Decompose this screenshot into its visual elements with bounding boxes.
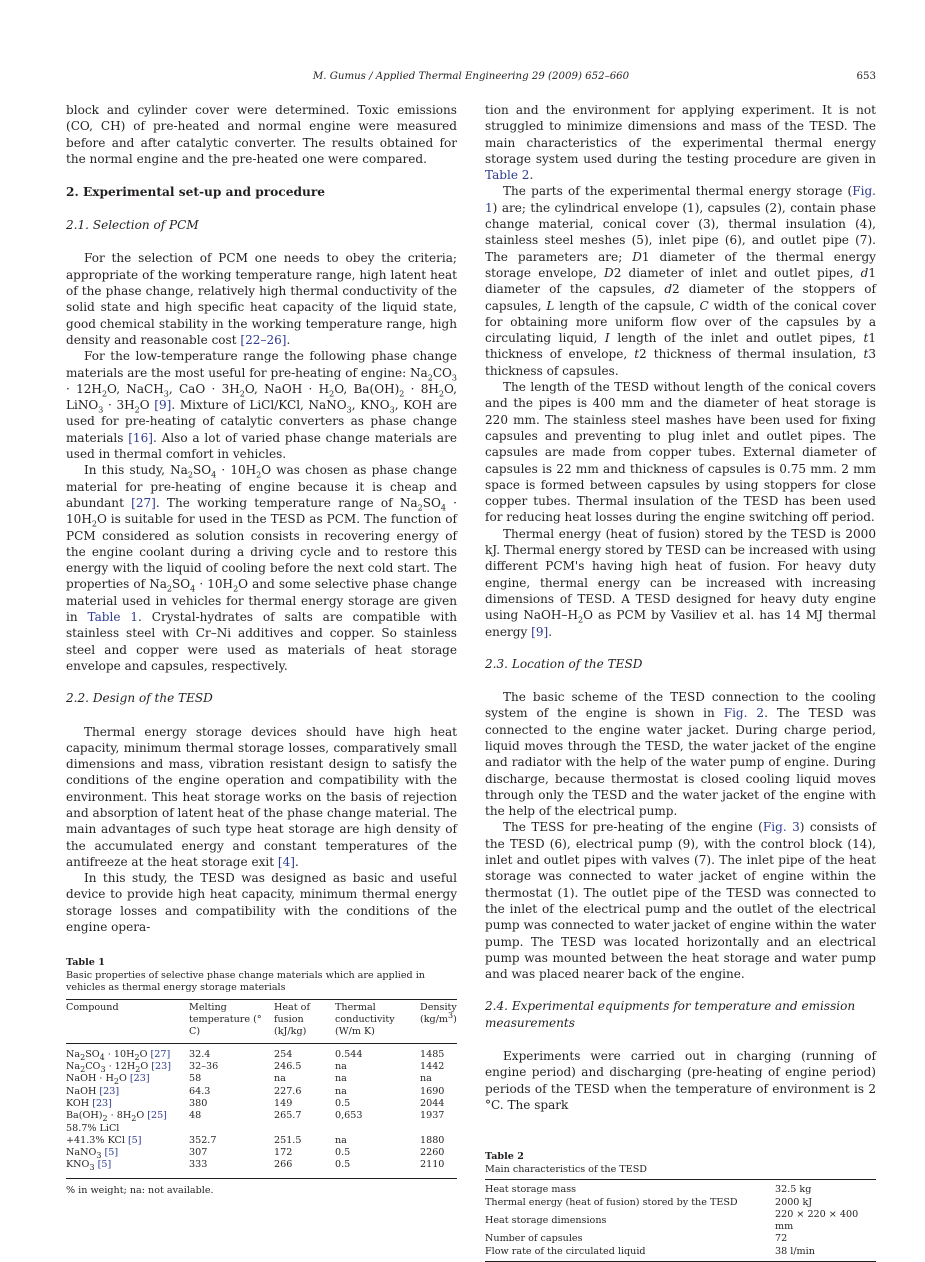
paragraph: tion and the environment for applying experiment. It is not struggled to minimize dimensions and mass of the TESD. The main characteristics of the experimental thermal energy storage system used during the testing procedure are given in Table 2. [485, 103, 876, 183]
table-1-footnote: % in weight; na: not available. [66, 1184, 214, 1196]
cell: 2044 [420, 1097, 445, 1109]
cell: 246.5 [274, 1061, 302, 1073]
cell: 172 [274, 1147, 293, 1159]
column-header: Density $(kg/m^3)$ [420, 999, 457, 1043]
table-row [66, 1061, 457, 1073]
subsection-heading: 2.3. Location of the TESD [485, 656, 643, 671]
cell: 1485 [420, 1048, 445, 1060]
compound-cell: $KNO_3$ [5] [66, 1159, 189, 1178]
column-header: Compound [66, 999, 189, 1043]
compound-cell: NaNO$_3$ [5] [66, 1147, 119, 1161]
citation-link[interactable]: [27] [131, 495, 156, 510]
cell: 0.544 [335, 1048, 363, 1060]
cell: na [274, 1073, 286, 1085]
subsection-heading: 2.4. Experimental equipments for temperature and emission measurements [485, 999, 856, 1030]
table-link[interactable]: Table 1 [87, 610, 139, 625]
citation-link[interactable]: [9] [154, 398, 172, 413]
cell: 380 [189, 1097, 208, 1109]
compound-cell: $Ba(OH)_2 \cdot 8H_2O$ [25] [66, 1110, 167, 1124]
cell: 2260 [420, 1147, 445, 1159]
compound-cell: KOH [23] [66, 1097, 112, 1109]
cell: na [335, 1134, 347, 1146]
section-heading: 2. Experimental set-up and procedure [66, 185, 326, 200]
table-row [66, 1159, 457, 1178]
table-2-caption: Main characteristics of the TESD [485, 1163, 647, 1175]
paragraph: Thermal energy storage devices should have high heat capacity, minimum thermal storage losses, comparatively small dimensions and mass, vibration resistant design to satisfy the conditions of the engine operation and compatibility with the environment. This heat storage works on the basis of rejection and absorption of latent heat of the phase change material. The main advantages of such type heat storage are high density of the accumulated energy and constant temperatures of the antifreeze at the heat storage exit [4]. [66, 724, 457, 869]
column-header: Heat of fusion (kJ/kg) [274, 999, 335, 1043]
paragraph: The TESS for pre-heating of the engine (Fig. 3) consists of the TESD (6), electrical pump (9), with the control block (14), inlet and outlet pipes with valves (7). The inlet pipe of the heat storage was connected to water jacket of engine within the thermostat (1). The outlet pipe of the TESD was connected to the inlet of the electrical pump and the outlet of the electrical pump was connected to water jacket of engine within the water pump. The TESD was located horizontally and an electrical pump was mounted between the heat storage and water pump and was placed nearer back of the engine. [485, 820, 876, 982]
table-2 [485, 1179, 876, 1262]
column-header: Thermal conductivity (W/m K) [335, 999, 420, 1043]
cell: Flow rate of the circulated liquid [485, 1246, 775, 1262]
citation-link[interactable]: [9] [531, 624, 549, 639]
table-row [485, 1209, 876, 1234]
cell: 64.3 [189, 1085, 211, 1097]
table-row [66, 1043, 457, 1061]
cell: 0,653 [335, 1110, 363, 1122]
cell: 1690 [420, 1085, 445, 1097]
compound-cell: 58.7% LiCl [66, 1122, 120, 1134]
compound-cell: NaOH · $H_2O$ [23] [66, 1073, 150, 1087]
paragraph: The parts of the experimental thermal energy storage (Fig. 1) are; the cylindrical envelope (1), capsules (2), contain phase change material, conical cover (3), thermal insulation (4), stainless steel meshes (5), inlet pipe (6), and outlet pipe (7). The parameters are; D1 diameter of the thermal energy storage envelope, D2 diameter of inlet and outlet pipes, d1 diameter of the capsules, d2 diameter of the stoppers of capsules, L length of the capsule, C width of the conical cover for obtaining more uniform flow over of the capsules by a circulating liquid, I length of the inlet and outlet pipes, t1 thickness of envelope, t2 thickness of thermal insulation, t3 thickness of capsules. [485, 184, 876, 378]
cell: 2000 kJ [775, 1196, 813, 1208]
table-link[interactable]: Table 2 [485, 168, 530, 183]
figure-link[interactable]: Fig. 1 [485, 184, 876, 215]
cell: 38 l/min [775, 1246, 876, 1262]
cell: 333 [189, 1159, 274, 1178]
cell: 251.5 [274, 1134, 302, 1146]
column-header: Melting temperature (° C) [189, 999, 274, 1043]
cell: 2110 [420, 1159, 457, 1178]
paragraph: Experiments were carried out in charging (running of engine period) and discharging (pre-heating of engine period) periods of the TESD when the temperature of environment is 2 °C. The spark [485, 1049, 876, 1112]
cell: 58 [189, 1073, 202, 1085]
paragraph: For the selection of PCM one needs to obey the criteria; appropriate of the working temperature range, high latent heat of the phase change, relatively high thermal conductivity of the solid state and high specific heat capacity of the liquid state, good chemical stability in the working temperature range, high density and reasonable cost [22–26]. [66, 251, 457, 347]
cell: 307 [189, 1147, 208, 1159]
table-header-row [66, 999, 457, 1043]
compound-cell: $Na_2CO_3 \cdot 12H_2O$ [23] [66, 1061, 171, 1074]
cell: na [335, 1085, 347, 1097]
cell: 352.7 [189, 1134, 217, 1146]
cell: 0.5 [335, 1097, 351, 1109]
cell: na [335, 1073, 347, 1085]
cell: 72 [775, 1233, 788, 1245]
cell: 32.5 kg [775, 1180, 876, 1197]
table-2-label: Table 2 [485, 1151, 524, 1163]
cell: 227.6 [274, 1085, 302, 1097]
cell: Number of capsules [485, 1233, 583, 1245]
citation-link[interactable]: [16] [128, 430, 153, 445]
compound-cell: +41.3% KCl [5] [66, 1134, 142, 1146]
running-header [66, 71, 876, 87]
paragraph: The basic scheme of the TESD connection to the cooling system of the engine is shown in Fig. 2. The TESD was connected to the engine water jacket. During charge period, liquid moves through the TESD, the water jacket of the engine and radiator with the help of the water pump of engine. During discharge, because thermostat is closed cooling liquid moves through only the TESD and the water jacket of the engine with the help of the electrical pump. [485, 690, 876, 819]
cell: 0.5 [335, 1159, 420, 1178]
figure-link[interactable]: Fig. 2 [723, 706, 765, 721]
table-row [66, 1073, 457, 1085]
cell: 266 [274, 1159, 335, 1178]
paragraph: block and cylinder cover were determined. Toxic emissions (CO, CH) of pre-heated and normal engine were measured before and after catalytic converter. The results obtained for the normal engine and the pre-heated one were compared. [66, 103, 457, 166]
cell: 1880 [420, 1134, 445, 1146]
cell: Heat storage mass [485, 1180, 775, 1197]
table-row [66, 1135, 457, 1147]
table-row [66, 1098, 457, 1110]
cell: 254 [274, 1048, 293, 1060]
table-1-caption: Basic properties of selective phase change materials which are applied in vehicles as thermal energy storage materials [66, 969, 425, 994]
paragraph: The length of the TESD without length of the conical covers and the pipes is 400 mm and the diameter of heat storage is 220 mm. The stainless steel mashes have been used for fixing capsules and preventing to plug inlet and outlet pipes. The capsules are made from copper tubes. External diameter of capsules is 22 mm and thickness of capsules is 0.75 mm. 2 mm space is formed between capsules by using stoppers for close copper tubes. Thermal insulation of the TESD has been used for reducing heat losses during the engine switching off period. [485, 380, 876, 525]
table-1-label: Table 1 [66, 957, 105, 969]
citation-link[interactable]: [4] [277, 854, 295, 869]
journal-citation: M. Gumus / Applied Thermal Engineering 29 (2009) 652–660 [312, 71, 630, 82]
citation-link[interactable]: [22–26] [240, 332, 287, 347]
paragraph: For the low-temperature range the following phase change materials are the most useful for pre-heating of engine: $Na_2CO_3 \cdot 12H_2O$, NaCH$_3$, CaO · $3H_2O$, NaOH · $H_2O$, $Ba(OH)_2 \cdot 8H_2O$, LiNO$_3$ · $3H_2O$ [9]. Mixture of LiCl/KCl, NaNO$_3$, $KNO_3$, KOH are used for pre-heating of catalytic converters as phase change materials [16]. Also a lot of varied phase change materials are used in thermal comfort in vehicles. [66, 349, 458, 462]
cell: 265.7 [274, 1110, 302, 1122]
cell: Thermal energy (heat of fusion) stored by the TESD [485, 1196, 738, 1208]
cell: Heat storage dimensions [485, 1214, 607, 1226]
cell: 220 × 220 × 400 mm [775, 1208, 859, 1233]
table-row [485, 1246, 876, 1262]
compound-cell: NaOH [23] [66, 1085, 120, 1097]
compound-cell: $Na_2SO_4 \cdot 10H_2O$ [27] [66, 1048, 171, 1062]
cell: 48 [189, 1110, 202, 1122]
cell: 1937 [420, 1110, 445, 1122]
paragraph: In this study, $Na_2SO_4 \cdot 10H_2O$ was chosen as phase change material for pre-heating of engine because it is cheap and abundant [27]. The working temperature range of $Na_2SO_4 \cdot 10H_2O$ is suitable for used in the TESD as PCM. The function of PCM considered as solution consists in recovering energy of the engine coolant during a driving cycle and to restore this energy with the liquid of cooling before the next cold start. The properties of $Na_2SO_4 \cdot 10H_2O$ and some selective phase change material used in vehicles for thermal energy storage are given in Table 1. Crystal-hydrates of salts are compatible with stainless steel with Cr–Ni additives and copper. So stainless steel and copper were used as materials of heat storage envelope and capsules, respectively. [66, 463, 457, 673]
subsection-heading: 2.2. Design of the TESD [66, 691, 213, 706]
table-row [485, 1197, 876, 1209]
table-row [66, 1086, 457, 1098]
cell: 32.4 [189, 1048, 211, 1060]
subsection-heading: 2.1. Selection of PCM [66, 218, 199, 233]
table-row [66, 1147, 457, 1159]
cell: na [420, 1073, 432, 1085]
cell: 32–36 [189, 1061, 219, 1073]
table-1 [66, 999, 457, 1179]
paragraph: Thermal energy (heat of fusion) stored by the TESD is 2000 kJ. Thermal energy stored by TESD can be increased with using different PCM's having high heat of fusion. For heavy duty engine, thermal energy can be increased with increasing dimensions of TESD. A TESD designed for heavy duty engine using NaOH–$H_2O$ as PCM by Vasiliev et al. has 14 MJ thermal energy [9]. [485, 526, 876, 639]
table-row [485, 1233, 876, 1245]
table-row [66, 1123, 457, 1135]
cell: na [335, 1061, 347, 1073]
right-column [485, 102, 876, 1262]
paragraph: In this study, the TESD was designed as basic and useful device to provide high heat capacity, minimum thermal energy storage losses and compatibility with the conditions of the engine opera- [66, 871, 457, 935]
table-row [66, 1110, 457, 1122]
left-column [66, 102, 457, 1199]
page-number: 653 [856, 71, 876, 82]
cell: 149 [274, 1097, 293, 1109]
cell: 0.5 [335, 1147, 351, 1159]
figure-link[interactable]: Fig. 3 [762, 820, 800, 835]
table-row [485, 1180, 876, 1197]
cell: 1442 [420, 1061, 445, 1073]
